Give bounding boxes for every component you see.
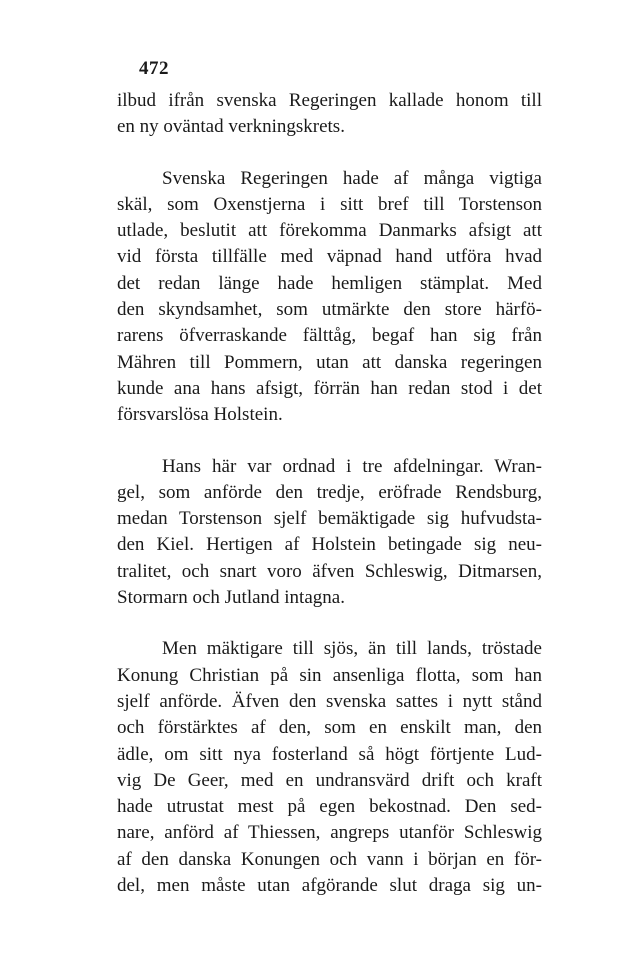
paragraph bbox=[117, 166, 542, 429]
text-line: kunde ana hans afsigt, förrän han redan stod i det bbox=[117, 377, 542, 399]
text-line: tralitet, och snart voro äfven Schleswig, Ditmarsen, bbox=[117, 560, 542, 582]
text-line: af den danska Konungen och vann i början en för- bbox=[117, 848, 542, 870]
paragraph bbox=[117, 454, 542, 612]
text-line: och förstärktes af den, som en enskilt man, den bbox=[117, 717, 542, 739]
text-line: vid första tillfälle med väpnad hand utföra hvad bbox=[117, 246, 542, 268]
text-line: ädle, om sitt nya fosterland så högt förtjente Lud- bbox=[117, 743, 542, 765]
paragraph bbox=[117, 636, 542, 899]
text-line: Stormarn och Jutland intagna. bbox=[117, 587, 345, 609]
text-line: rarens öfverraskande fälttåg, begaf han sig från bbox=[117, 325, 542, 347]
text-line: vig De Geer, med en undransvärd drift och kraft bbox=[117, 769, 542, 791]
text-line: nare, anförd af Thiessen, angreps utanför Schleswig bbox=[117, 822, 542, 844]
text-line: det redan länge hade hemligen stämplat. Med bbox=[117, 272, 542, 294]
page-number: 472 bbox=[139, 58, 169, 79]
text-line: Konung Christian på sin ansenliga flotta, som han bbox=[117, 664, 542, 686]
text-line: den Kiel. Hertigen af Holstein betingade sig neu- bbox=[117, 534, 542, 556]
text-line: gel, som anförde den tredje, eröfrade Rendsburg, bbox=[117, 481, 542, 503]
text-line: sjelf anförde. Äfven den svenska sattes i nytt stånd bbox=[117, 690, 542, 712]
text-line: hade utrustat mest på egen bekostnad. Den sed- bbox=[117, 796, 542, 818]
text-line: Men mäktigare till sjös, än till lands, tröstade bbox=[162, 638, 542, 660]
text-line: Svenska Regeringen hade af många vigtiga bbox=[162, 167, 542, 189]
paragraph-gap bbox=[117, 611, 542, 636]
text-line: del, men måste utan afgörande slut draga sig un- bbox=[117, 875, 542, 897]
paragraph bbox=[117, 88, 542, 141]
text-line: Hans här var ordnad i tre afdelningar. Wran- bbox=[162, 455, 542, 477]
paragraph-gap bbox=[117, 141, 542, 166]
text-line: Mähren till Pommern, utan att danska regeringen bbox=[117, 351, 542, 373]
text-line: försvarslösa Holstein. bbox=[117, 404, 283, 426]
text-line: den skyndsamhet, som utmärkte den store härfö- bbox=[117, 299, 542, 321]
body-text bbox=[117, 88, 542, 899]
text-line: medan Torstenson sjelf bemäktigade sig hufvudsta- bbox=[117, 508, 542, 530]
text-line: en ny oväntad verkningskrets. bbox=[117, 116, 345, 138]
paragraph-gap bbox=[117, 429, 542, 454]
text-line: utlade, beslutit att förekomma Danmarks afsigt att bbox=[117, 220, 542, 242]
text-line: ilbud ifrån svenska Regeringen kallade honom till bbox=[117, 90, 542, 111]
text-line: skäl, som Oxenstjerna i sitt bref till Torstenson bbox=[117, 193, 542, 215]
